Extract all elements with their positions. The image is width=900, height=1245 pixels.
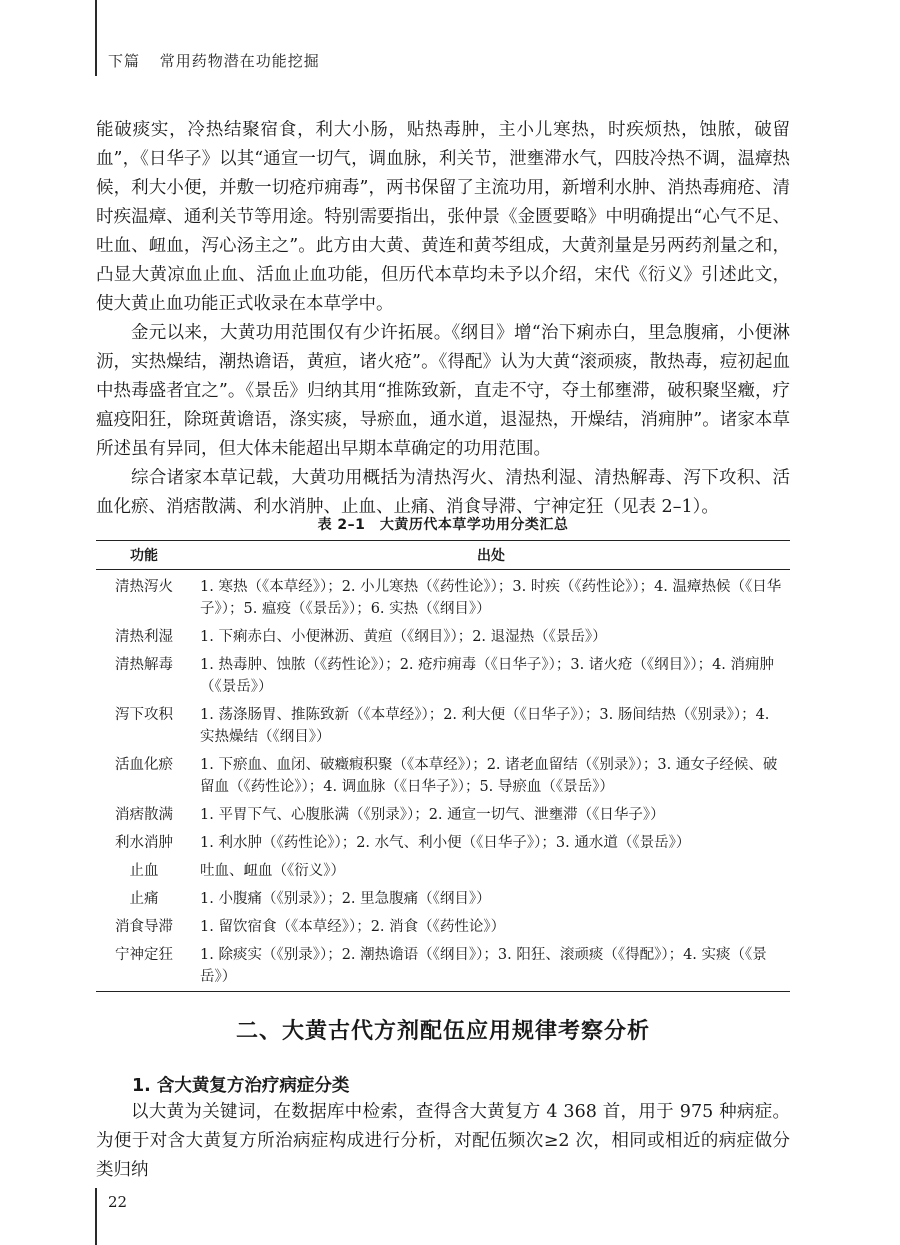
table-header-row — [96, 541, 790, 570]
paragraph: 以大黄为关键词，在数据库中检索，查得含大黄复方 4 368 首，用于 975 种病症。为便于对含大黄复方所治病症构成进行分析，对配伍频次≥2 次，相同或相近的病症做分类归纳 — [96, 1102, 790, 1180]
source-cell: 1. 小腹痛（《别录》）；2. 里急腹痛（《纲目》） — [200, 891, 491, 907]
function-cell: 止血 — [129, 863, 159, 879]
section-heading: 二、大黄古代方剂配伍应用规律考察分析 — [235, 1018, 650, 1044]
column-header-function: 功能 — [96, 541, 192, 570]
header-chapter: 常用药物潜在功能挖掘 — [159, 52, 320, 70]
source-cell: 1. 除痰实（《别录》）；2. 潮热谵语（《纲目》）；3. 阳狂、滚顽痰（《得配》）；4. 实痰（《景岳》） — [200, 947, 767, 985]
section-body-text — [96, 1098, 790, 1185]
function-cell: 止痛 — [129, 891, 159, 907]
table-row — [96, 913, 790, 941]
source-cell: 1. 留饮宿食（《本草经》）；2. 消食（《药性论》） — [200, 919, 506, 935]
function-cell: 利水消肿 — [115, 835, 173, 851]
margin-rule-bottom — [95, 1188, 97, 1245]
table-row — [96, 623, 790, 651]
table-caption: 表 2–1 大黄历代本草学功用分类汇总 — [317, 517, 569, 533]
margin-rule-top — [95, 0, 97, 76]
table-row — [96, 941, 790, 992]
function-source-table — [96, 540, 790, 992]
function-cell: 清热泻火 — [115, 579, 173, 595]
function-cell: 泻下攻积 — [115, 707, 173, 723]
function-cell: 活血化瘀 — [115, 757, 173, 773]
table-row — [96, 751, 790, 801]
paragraph: 金元以来，大黄功用范围仅有少许拓展。《纲目》增“治下痢赤白，里急腹痛，小便淋沥，实热燥结，潮热谵语，黄疸，诸火疮”。《得配》认为大黄“滚顽痰，散热毒，痘初起血中热毒盛者宜之”。《景岳》归纳其用“推陈致新，直走不守，夺土郁壅滞，破积聚坚癥，疗瘟疫阳狂，除斑黄谵语，涤实痰，导瘀血，通水道，退湿热，开燥结，消痈肿”。诸家本草所述虽有异同，但大体未能超出早期本草确定的功用范围。 — [96, 323, 790, 459]
table-row — [96, 570, 790, 624]
paragraph: 综合诸家本草记载，大黄功用概括为清热泻火、清热利湿、清热解毒、泻下攻积、活血化瘀、消痞散满、利水消肿、止血、止痛、消食导滞、宁神定狂（见表 2–1）。 — [96, 468, 790, 517]
table-row — [96, 801, 790, 829]
source-cell: 1. 寒热（《本草经》）；2. 小儿寒热（《药性论》）；3. 时疾（《药性论》）；4. 温瘴热候（《日华子》）；5. 瘟疫（《景岳》）；6. 实热（《纲目》） — [200, 579, 782, 617]
table-row — [96, 651, 790, 701]
header-part: 下篇 — [108, 52, 141, 70]
source-cell: 1. 利水肿（《药性论》）；2. 水气、利小便（《日华子》）；3. 通水道（《景岳》） — [200, 835, 691, 851]
running-header — [108, 50, 334, 71]
paragraph: 能破痰实，冷热结聚宿食，利大小肠，贴热毒肿，主小儿寒热，时疾烦热，蚀脓，破留血”，《日华子》以其“通宣一切气，调血脉，利关节，泄壅滞水气，四肢冷热不调，温瘴热候，利大小便，并敷一切疮疖痈毒”，两书保留了主流功用，新增利水肿、消热毒痈疮、清时疾温瘴、通利关节等用途。特别需要指出，张仲景《金匮要略》中明确提出“心气不足、吐血、衄血，泻心汤主之”。此方由大黄、黄连和黄芩组成，大黄剂量是另两药剂量之和，凸显大黄凉血止血、活血止血功能，但历代本草均未予以介绍，宋代《衍义》引述此文，使大黄止血功能正式收录在本草学中。 — [96, 120, 790, 314]
source-cell: 1. 平胃下气、心腹胀满（《别录》）；2. 通宣一切气、泄壅滞（《日华子》） — [200, 807, 665, 823]
source-cell: 1. 热毒肿、蚀脓（《药性论》）；2. 疮疖痈毒（《日华子》）；3. 诸火疮（《纲目》）；4. 消痈肿（《景岳》） — [200, 657, 775, 695]
table-row — [96, 829, 790, 857]
function-cell: 消痞散满 — [115, 807, 173, 823]
source-cell: 1. 下瘀血、血闭、破癥瘕积聚（《本草经》）；2. 诸老血留结（《别录》）；3. 通女子经候、破留血（《药性论》）；4. 调血脉（《日华子》）；5. 导瘀血（《景岳》） — [200, 757, 778, 795]
subsection-heading: 1. 含大黄复方治疗病症分类 — [132, 1076, 350, 1096]
table-row — [96, 701, 790, 751]
source-cell: 1. 下痢赤白、小便淋沥、黄疸（《纲目》）；2. 退湿热（《景岳》） — [200, 629, 607, 645]
column-header-source: 出处 — [192, 541, 790, 570]
source-cell: 吐血、衄血（《衍义》） — [200, 863, 345, 879]
function-cell: 宁神定狂 — [115, 947, 173, 963]
page-number: 22 — [108, 1193, 128, 1211]
table-row — [96, 885, 790, 913]
function-cell: 清热利湿 — [115, 629, 173, 645]
table-row — [96, 857, 790, 885]
source-cell: 1. 荡涤肠胃、推陈致新（《本草经》）；2. 利大便（《日华子》）；3. 肠间结热（《别录》）；4. 实热燥结（《纲目》） — [200, 707, 770, 745]
function-cell: 消食导滞 — [115, 919, 173, 935]
function-cell: 清热解毒 — [115, 657, 173, 673]
body-text — [96, 116, 790, 522]
